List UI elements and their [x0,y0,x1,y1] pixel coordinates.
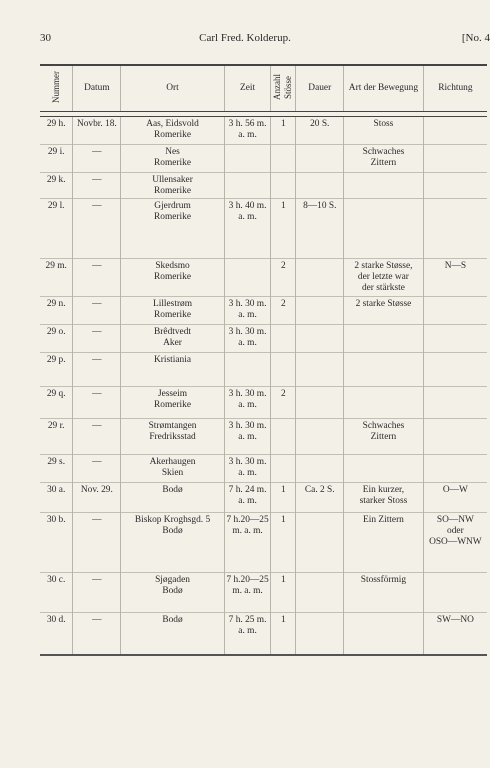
cell-datum: — [73,173,121,199]
cell-ort-line: Nes [165,147,180,157]
cell-zeit-line: a. m. [238,432,257,442]
cell-ort-line: Kristiania [154,355,192,365]
cell-art-line: der stärkste [361,283,405,293]
cell-zeit [224,259,271,297]
cell-zeit [224,145,271,173]
cell-zeit-line: 7 h.20—25 [226,575,269,585]
cell-art [344,573,424,613]
cell-ort-line: Gjerdrum [154,201,191,211]
cell-dauer [296,173,344,199]
table-row [40,353,487,387]
cell-dauer [296,573,344,613]
cell-zeit [224,325,271,353]
cell-dauer [296,387,344,419]
cell-richtung [423,455,487,483]
cell-ort-line: Akerhaugen [149,457,196,467]
cell-art [344,173,424,199]
cell-zeit-line: 3 h. 30 m. [228,389,267,399]
cell-nummer: 29 s. [40,455,73,483]
cell-datum: — [73,325,121,353]
cell-zeit [224,387,271,419]
cell-nummer: 30 b. [40,513,73,573]
cell-ort [121,173,224,199]
cell-richtung [423,573,487,613]
table-row [40,117,487,145]
cell-zeit-line: a. m. [238,626,257,636]
cell-zeit-line: a. m. [238,468,257,478]
cell-ort [121,419,224,455]
cell-datum: — [73,353,121,387]
cell-art [344,483,424,513]
cell-ort-line: Romerike [154,158,192,168]
table-row [40,199,487,259]
cell-ort-line: Romerike [154,400,192,410]
cell-ort-line: Strømtangen [148,421,197,431]
cell-ort-line: Bodø [162,586,183,596]
cell-dauer [296,353,344,387]
cell-zeit-line: a. m. [238,310,257,320]
cell-art-line: Stoss [373,119,394,129]
cell-zeit [224,419,271,455]
cell-richtung-line: SW—NO [436,615,474,625]
cell-zeit-line: m. a. m. [232,526,263,536]
cell-art [344,145,424,173]
cell-zeit [224,455,271,483]
cell-nummer: 30 d. [40,613,73,655]
col-nummer: Nummer [40,65,73,112]
cell-dauer [296,419,344,455]
cell-zeit [224,173,271,199]
cell-ort-line: Biskop Kroghsgd. 5 [134,515,211,525]
cell-ort-line: Sjøgaden [155,575,190,585]
cell-anzahl [271,353,296,387]
cell-nummer: 29 p. [40,353,73,387]
cell-art-line: Zittern [370,158,397,168]
cell-ort-line: Romerike [154,272,192,282]
cell-nummer: 30 a. [40,483,73,513]
cell-zeit [224,613,271,655]
cell-ort [121,513,224,573]
cell-art [344,117,424,145]
cell-zeit-line: 3 h. 56 m. [228,119,267,129]
cell-ort [121,455,224,483]
cell-nummer: 30 c. [40,573,73,613]
cell-richtung [423,513,487,573]
cell-nummer: 29 m. [40,259,73,297]
cell-richtung-line: OSO—WNW [429,537,482,547]
cell-ort [121,117,224,145]
table-row [40,613,487,655]
cell-art-line: Schwaches [362,147,405,157]
table-row [40,573,487,613]
cell-art-line: Zittern [370,432,397,442]
cell-zeit-line: 7 h. 25 m. [228,615,267,625]
cell-anzahl: 1 [271,117,296,145]
cell-zeit-line: 3 h. 40 m. [228,201,267,211]
running-title: Carl Fred. Kolderup. [199,32,291,44]
cell-art-line: Schwaches [362,421,405,431]
col-datum: Datum [73,65,121,112]
cell-nummer: 29 n. [40,297,73,325]
cell-dauer: 20 S. [296,117,344,145]
cell-richtung [423,483,487,513]
table-row [40,513,487,573]
cell-anzahl: 1 [271,513,296,573]
cell-datum: — [73,145,121,173]
cell-art-line: 2 starke Støsse, [354,261,413,271]
cell-zeit-line: 3 h. 30 m. [228,457,267,467]
table-row [40,173,487,199]
cell-zeit [224,353,271,387]
cell-richtung-line: SO—NW [436,515,474,525]
page-header [40,32,490,50]
cell-ort [121,483,224,513]
cell-richtung [423,199,487,259]
cell-anzahl [271,145,296,173]
cell-art [344,259,424,297]
table-body [40,117,487,655]
cell-zeit [224,297,271,325]
cell-datum: — [73,513,121,573]
cell-art [344,297,424,325]
cell-datum: — [73,199,121,259]
cell-richtung [423,145,487,173]
cell-zeit-line: a. m. [238,212,257,222]
cell-zeit-line: 3 h. 30 m. [228,327,267,337]
table-row [40,259,487,297]
cell-ort-line: Aas, Eidsvold [146,119,199,129]
cell-ort-line: Brêdtvedt [154,327,192,337]
cell-ort [121,573,224,613]
table-header [40,65,487,117]
cell-anzahl [271,173,296,199]
cell-richtung [423,419,487,455]
cell-ort-line: Romerike [154,186,192,196]
cell-ort-line: Lillestrøm [152,299,193,309]
cell-datum: — [73,419,121,455]
col-ort: Ort [121,65,224,112]
cell-ort [121,145,224,173]
cell-ort-line: Romerike [154,212,192,222]
cell-richtung-line: oder [447,526,464,536]
cell-ort [121,613,224,655]
page-number: 30 [40,32,51,44]
cell-ort [121,325,224,353]
cell-zeit-line: a. m. [238,130,257,140]
cell-datum: — [73,297,121,325]
cell-dauer [296,259,344,297]
cell-richtung [423,325,487,353]
earthquake-table [40,64,487,656]
cell-richtung [423,117,487,145]
cell-richtung [423,613,487,655]
cell-ort-line: Aker [163,338,182,348]
cell-art [344,353,424,387]
col-dauer: Dauer [296,65,344,112]
cell-anzahl: 2 [271,259,296,297]
table-row [40,297,487,325]
cell-datum: — [73,455,121,483]
cell-anzahl [271,455,296,483]
cell-art [344,613,424,655]
cell-nummer: 29 l. [40,199,73,259]
cell-dauer [296,145,344,173]
cell-art-line: Stossförmig [360,575,407,585]
cell-zeit [224,117,271,145]
cell-richtung [423,173,487,199]
cell-datum: Nov. 29. [73,483,121,513]
cell-datum: — [73,573,121,613]
col-richtung: Richtung [423,65,487,112]
cell-zeit-line: a. m. [238,400,257,410]
cell-art [344,419,424,455]
cell-art [344,387,424,419]
cell-zeit [224,573,271,613]
cell-datum: — [73,259,121,297]
cell-nummer: 29 r. [40,419,73,455]
cell-ort-line: Skedsmo [155,261,190,271]
table-row [40,325,487,353]
cell-art-line: Ein Zittern [363,515,404,525]
cell-art [344,325,424,353]
cell-zeit-line: 3 h. 30 m. [228,299,267,309]
cell-ort-line: Fredriksstad [149,432,196,442]
table-row [40,145,487,173]
cell-zeit-line: a. m. [238,496,257,506]
cell-zeit-line: 7 h.20—25 [226,515,269,525]
cell-ort-line: Ullensaker [152,175,193,185]
cell-dauer [296,513,344,573]
cell-dauer [296,325,344,353]
cell-art-line: 2 starke Støsse [355,299,412,309]
cell-anzahl: 1 [271,483,296,513]
cell-dauer: Ca. 2 S. [296,483,344,513]
cell-nummer: 29 k. [40,173,73,199]
cell-anzahl [271,325,296,353]
cell-ort-line: Jesseim [157,389,188,399]
cell-anzahl: 2 [271,297,296,325]
cell-datum: Novbr. 18. [73,117,121,145]
cell-zeit-line: a. m. [238,338,257,348]
cell-ort [121,297,224,325]
cell-nummer: 29 o. [40,325,73,353]
cell-richtung [423,297,487,325]
cell-zeit [224,199,271,259]
cell-ort [121,259,224,297]
cell-richtung-line: O—W [442,485,468,495]
cell-art-line: der letzte war [357,272,409,282]
cell-anzahl: 1 [271,613,296,655]
cell-art-line: Ein kurzer, [362,485,405,495]
cell-datum: — [73,613,121,655]
cell-datum: — [73,387,121,419]
table-row [40,483,487,513]
cell-ort-line: Romerike [154,130,192,140]
cell-art-line: starker Stoss [359,496,408,506]
cell-zeit-line: 7 h. 24 m. [228,485,267,495]
cell-zeit-line: m. a. m. [232,586,263,596]
cell-ort-line: Bodø [162,485,183,495]
cell-richtung-line: N—S [444,261,467,271]
cell-ort-line: Bodø [162,526,183,536]
col-zeit: Zeit [224,65,271,112]
cell-ort [121,387,224,419]
cell-richtung [423,353,487,387]
cell-anzahl [271,419,296,455]
cell-nummer: 29 i. [40,145,73,173]
table-row [40,419,487,455]
cell-ort-line: Romerike [154,310,192,320]
cell-ort-line: Bodø [162,615,183,625]
cell-ort-line: Skien [161,468,184,478]
cell-art [344,199,424,259]
cell-anzahl: 2 [271,387,296,419]
cell-ort [121,199,224,259]
cell-zeit-line: 3 h. 30 m. [228,421,267,431]
issue-number: [No. 4 [461,32,490,44]
cell-anzahl: 1 [271,573,296,613]
table-row [40,455,487,483]
cell-anzahl: 1 [271,199,296,259]
cell-zeit [224,513,271,573]
cell-ort [121,353,224,387]
table-row [40,387,487,419]
cell-richtung [423,259,487,297]
cell-nummer: 29 h. [40,117,73,145]
cell-art [344,455,424,483]
cell-dauer [296,613,344,655]
cell-dauer [296,297,344,325]
cell-nummer: 29 q. [40,387,73,419]
col-anzahl: Anzahl Stösse [271,65,296,112]
cell-richtung [423,387,487,419]
cell-art [344,513,424,573]
cell-dauer [296,455,344,483]
cell-dauer: 8—10 S. [296,199,344,259]
col-art: Art der Bewegung [344,65,424,112]
cell-zeit [224,483,271,513]
